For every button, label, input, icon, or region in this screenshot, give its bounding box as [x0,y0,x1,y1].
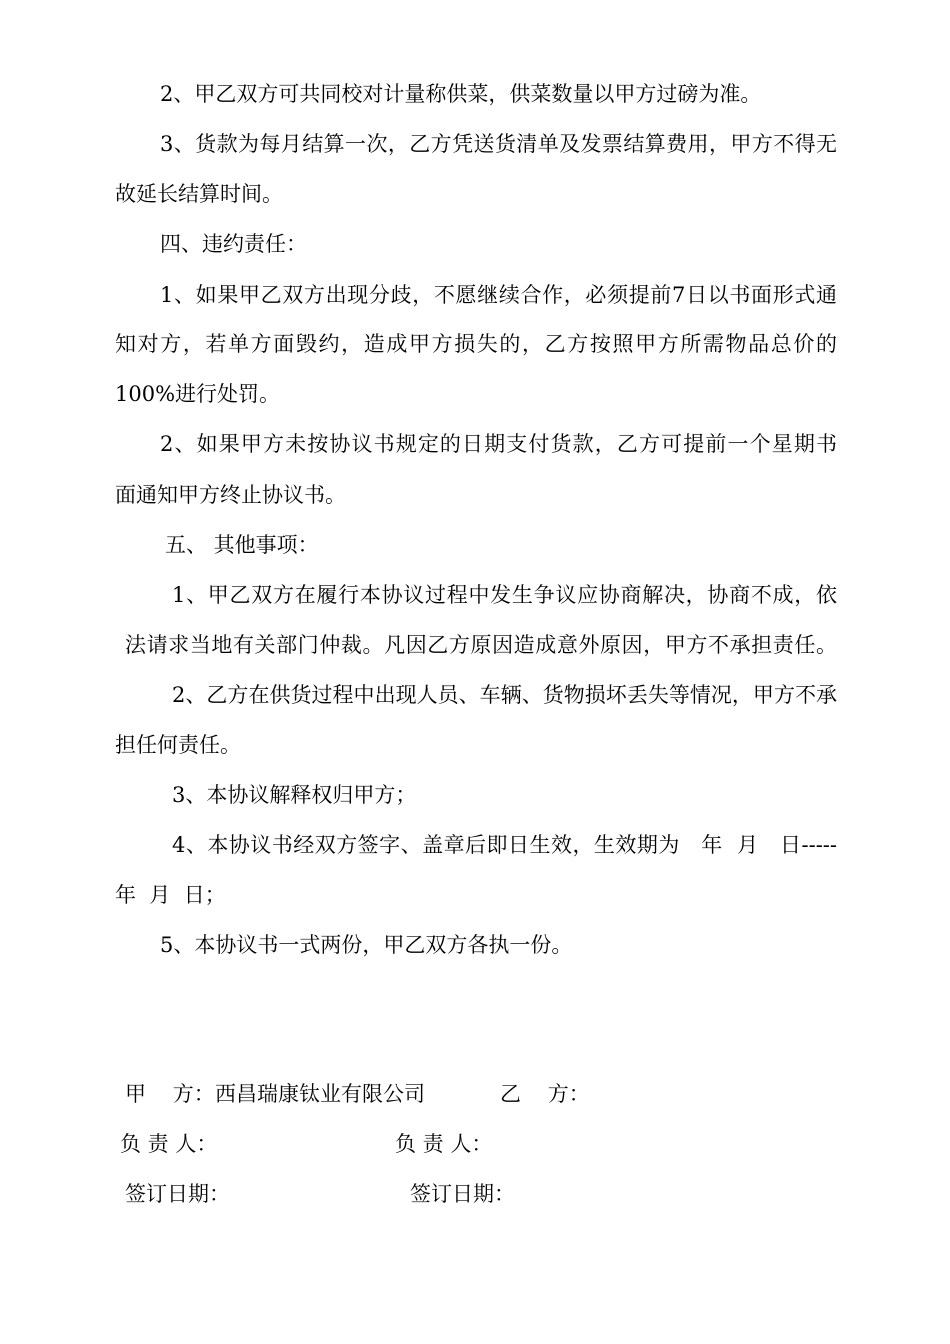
section-5-clause-1-line-1: 1、甲乙双方在履行本协议过程中发生争议应协商解决，协商不成，依 [172,583,837,607]
section-4-clause-1-line-2: 知对方，若单方面毁约，造成甲方损失的，乙方按照甲方所需物品总价的 [115,332,837,356]
section-5-clause-3: 3、本协议解释权归甲方； [172,783,417,807]
sign-date-b: 签订日期： [410,1182,515,1206]
section-5-clause-2-line-1: 2、乙方在供货过程中出现人员、车辆、货物损坏丢失等情况，甲方不承 [172,683,837,707]
section-5-clause-2-line-2: 担任何责任。 [115,733,241,757]
clause-2: 2、甲乙双方可共同校对计量称供菜，供菜数量以甲方过磅为准。 [160,82,762,106]
section-5-clause-4-line-1: 4、本协议书经双方签字、盖章后即日生效，生效期为 年 月 日----- [172,833,837,857]
section-4-clause-2-line-2: 面通知甲方终止协议书。 [115,483,346,507]
section-5-clause-4-line-2: 年 月 日； [115,883,226,907]
section-4-title: 四、违约责任： [160,232,307,256]
section-4-clause-1-line-3: 100%进行处罚。 [115,382,281,406]
party-b-label: 乙 方： [500,1082,590,1106]
section-5-clause-5: 5、本协议书一式两份，甲乙双方各执一份。 [160,933,573,957]
clause-3-line-1: 3、货款为每月结算一次，乙方凭送货清单及发票结算费用，甲方不得无 [160,132,837,156]
section-4-clause-1-line-1: 1、如果甲乙双方出现分歧，不愿继续合作，必须提前7日以书面形式通 [160,283,837,307]
sign-date-a: 签订日期： [125,1182,230,1206]
party-a-name: 西昌瑞康钛业有限公司 [215,1082,425,1106]
responsible-person-a: 负 责 人： [120,1132,218,1156]
section-5-clause-1-line-2: 法请求当地有关部门仲裁。凡因乙方原因造成意外原因，甲方不承担责任。 [125,633,837,657]
section-4-clause-2-line-1: 2、如果甲方未按协议书规定的日期支付货款，乙方可提前一个星期书 [160,432,837,456]
section-5-title: 五、 其他事项： [165,533,319,557]
party-a-label: 甲 方： [125,1082,215,1106]
clause-3-line-2: 故延长结算时间。 [115,182,283,206]
responsible-person-b: 负 责 人： [395,1132,493,1156]
